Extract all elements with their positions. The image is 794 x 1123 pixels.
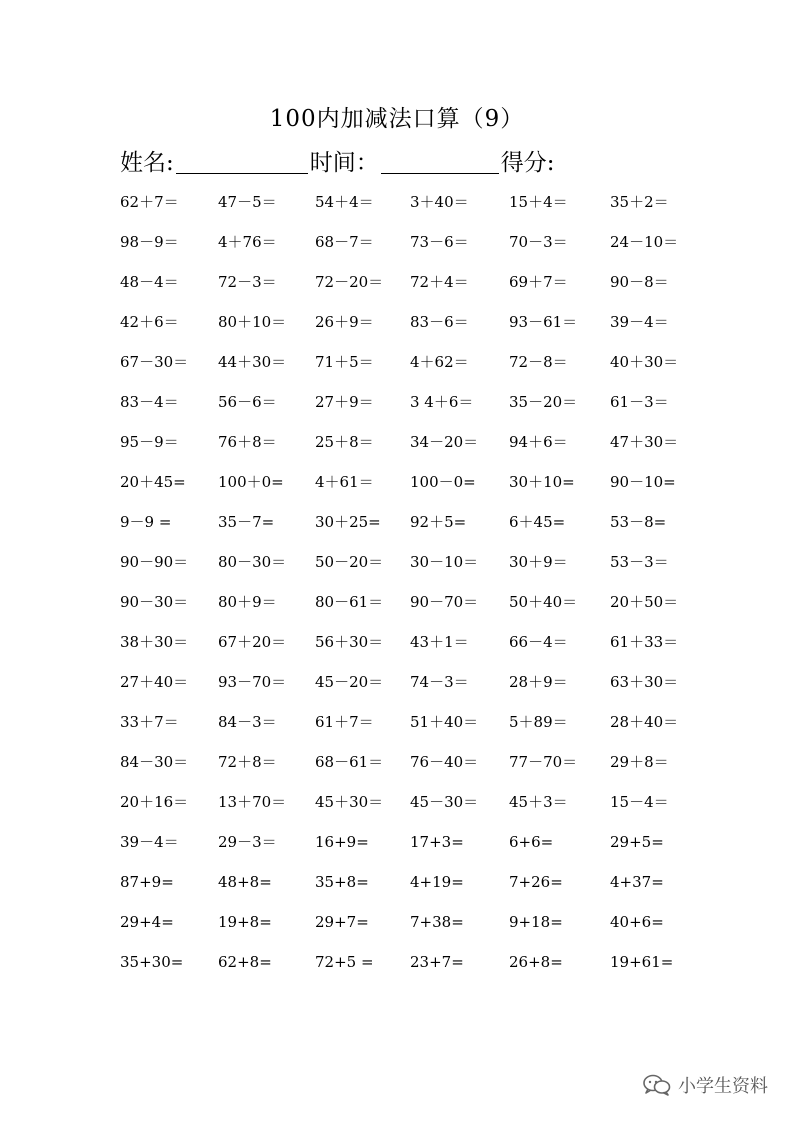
math-problem: 35+30= [120, 953, 184, 971]
math-problem: 35＋2＝ [610, 193, 669, 211]
math-problem: 61－3＝ [610, 393, 669, 411]
math-problem: 35－7= [218, 513, 275, 531]
math-problem: 83－4＝ [120, 393, 179, 411]
watermark [642, 1072, 768, 1098]
math-problem: 72－3＝ [218, 273, 277, 291]
math-problem: 15＋4＝ [509, 193, 568, 211]
math-problem: 87+9= [120, 873, 174, 891]
math-problem: 7+38= [410, 913, 464, 931]
math-problem: 45－20＝ [315, 673, 384, 691]
math-problem: 9－9 = [120, 513, 172, 531]
math-problem: 80－61＝ [315, 593, 384, 611]
math-problem: 48+8= [218, 873, 272, 891]
math-problem: 26+8= [509, 953, 563, 971]
math-problem: 72－8＝ [509, 353, 568, 371]
math-problem: 45＋30＝ [315, 793, 384, 811]
problem-row [0, 750, 794, 790]
math-problem: 20＋50＝ [610, 593, 679, 611]
math-problem: 16+9= [315, 833, 369, 851]
math-problem: 15－4＝ [610, 793, 669, 811]
math-problem: 83－6＝ [410, 313, 469, 331]
math-problem: 4＋76＝ [218, 233, 277, 251]
math-problem: 98－9＝ [120, 233, 179, 251]
math-problem: 68－7＝ [315, 233, 374, 251]
problem-row [0, 910, 794, 950]
problem-row [0, 510, 794, 550]
problem-row [0, 350, 794, 390]
math-problem: 9+18= [509, 913, 563, 931]
time-label: 时间： [309, 150, 379, 176]
math-problem: 29+4= [120, 913, 174, 931]
math-problem: 76＋8＝ [218, 433, 277, 451]
math-problem: 63＋30＝ [610, 673, 679, 691]
name-label: 姓名: [120, 150, 174, 176]
math-problem: 53－3＝ [610, 553, 669, 571]
math-problem: 3 4＋6＝ [410, 393, 474, 411]
problem-grid [0, 190, 794, 990]
math-problem: 29－3＝ [218, 833, 277, 851]
math-problem: 84－3＝ [218, 713, 277, 731]
math-problem: 67＋20＝ [218, 633, 287, 651]
math-problem: 4+37= [610, 873, 664, 891]
math-problem: 27＋40＝ [120, 673, 189, 691]
math-problem: 61＋33＝ [610, 633, 679, 651]
math-problem: 30－10＝ [410, 553, 479, 571]
math-problem: 45＋3＝ [509, 793, 568, 811]
math-problem: 90－30＝ [120, 593, 189, 611]
math-problem: 28＋40＝ [610, 713, 679, 731]
problem-row [0, 790, 794, 830]
math-problem: 53－8= [610, 513, 667, 531]
math-problem: 77－70＝ [509, 753, 578, 771]
problem-row [0, 710, 794, 750]
math-problem: 68－61＝ [315, 753, 384, 771]
math-problem: 84－30＝ [120, 753, 189, 771]
math-problem: 72＋8＝ [218, 753, 277, 771]
math-problem: 40＋30＝ [610, 353, 679, 371]
math-problem: 39－4＝ [120, 833, 179, 851]
problem-row [0, 190, 794, 230]
math-problem: 29+5= [610, 833, 664, 851]
math-problem: 70－3＝ [509, 233, 568, 251]
math-problem: 6＋45= [509, 513, 566, 531]
problem-row [0, 270, 794, 310]
math-problem: 39－4＝ [610, 313, 669, 331]
math-problem: 19+61= [610, 953, 674, 971]
problem-row [0, 830, 794, 870]
math-problem: 19+8= [218, 913, 272, 931]
math-problem: 34－20＝ [410, 433, 479, 451]
math-problem: 72+5 = [315, 953, 374, 971]
math-problem: 72＋4＝ [410, 273, 469, 291]
problem-row [0, 950, 794, 990]
math-problem: 71＋5＝ [315, 353, 374, 371]
math-problem: 13＋70＝ [218, 793, 287, 811]
math-problem: 3＋40＝ [410, 193, 469, 211]
math-problem: 35+8= [315, 873, 369, 891]
math-problem: 24－10＝ [610, 233, 679, 251]
time-blank [381, 147, 499, 174]
math-problem: 30＋9＝ [509, 553, 568, 571]
problem-row [0, 430, 794, 470]
math-problem: 20＋16＝ [120, 793, 189, 811]
math-problem: 45－30＝ [410, 793, 479, 811]
math-problem: 20＋45= [120, 473, 186, 491]
score-label: 得分: [500, 150, 555, 176]
math-problem: 7+26= [509, 873, 563, 891]
math-problem: 100－0= [410, 473, 476, 491]
math-problem: 90－8＝ [610, 273, 669, 291]
math-problem: 90－10= [610, 473, 676, 491]
name-blank [176, 147, 308, 174]
math-problem: 90－90＝ [120, 553, 189, 571]
math-problem: 80＋10＝ [218, 313, 287, 331]
watermark-text: 小学生资料 [678, 1076, 768, 1097]
problem-row [0, 670, 794, 710]
math-problem: 62+8= [218, 953, 272, 971]
math-problem: 47＋30＝ [610, 433, 679, 451]
math-problem: 80－30＝ [218, 553, 287, 571]
math-problem: 44＋30＝ [218, 353, 287, 371]
math-problem: 67－30＝ [120, 353, 189, 371]
math-problem: 54＋4＝ [315, 193, 374, 211]
math-problem: 93－61＝ [509, 313, 578, 331]
math-problem: 94＋6＝ [509, 433, 568, 451]
math-problem: 25＋8＝ [315, 433, 374, 451]
math-problem: 72－20＝ [315, 273, 384, 291]
problem-row [0, 870, 794, 910]
math-problem: 74－3＝ [410, 673, 469, 691]
math-problem: 69＋7＝ [509, 273, 568, 291]
math-problem: 95－9＝ [120, 433, 179, 451]
problem-row [0, 590, 794, 630]
math-problem: 80＋9＝ [218, 593, 277, 611]
problem-row [0, 550, 794, 590]
math-problem: 47－5＝ [218, 193, 277, 211]
math-problem: 33＋7＝ [120, 713, 179, 731]
page-title: 100内加减法口算（9） [269, 106, 525, 132]
math-problem: 90－70＝ [410, 593, 479, 611]
math-problem: 23+7= [410, 953, 464, 971]
math-problem: 38＋30＝ [120, 633, 189, 651]
problem-row [0, 230, 794, 270]
math-problem: 26＋9＝ [315, 313, 374, 331]
math-problem: 48－4＝ [120, 273, 179, 291]
math-problem: 92＋5= [410, 513, 467, 531]
math-problem: 40+6= [610, 913, 664, 931]
math-problem: 50－20＝ [315, 553, 384, 571]
problem-row [0, 310, 794, 350]
problem-row [0, 630, 794, 670]
math-problem: 5＋89＝ [509, 713, 568, 731]
math-problem: 17+3= [410, 833, 464, 851]
math-problem: 4+19= [410, 873, 464, 891]
math-problem: 76－40＝ [410, 753, 479, 771]
math-problem: 4＋61＝ [315, 473, 374, 491]
math-problem: 4＋62＝ [410, 353, 469, 371]
math-problem: 27＋9＝ [315, 393, 374, 411]
math-problem: 29+7= [315, 913, 369, 931]
student-info-line [120, 144, 555, 178]
math-problem: 100＋0= [218, 473, 284, 491]
problem-row [0, 470, 794, 510]
problem-row [0, 390, 794, 430]
math-problem: 61＋7＝ [315, 713, 374, 731]
math-problem: 56－6＝ [218, 393, 277, 411]
math-problem: 29＋8＝ [610, 753, 669, 771]
math-problem: 43＋1＝ [410, 633, 469, 651]
math-problem: 56＋30＝ [315, 633, 384, 651]
math-problem: 28＋9＝ [509, 673, 568, 691]
math-problem: 42＋6＝ [120, 313, 179, 331]
math-problem: 6+6= [509, 833, 554, 851]
wechat-icon [642, 1073, 672, 1097]
math-problem: 66－4＝ [509, 633, 568, 651]
math-problem: 51＋40＝ [410, 713, 479, 731]
math-problem: 73－6＝ [410, 233, 469, 251]
math-problem: 62＋7＝ [120, 193, 179, 211]
math-problem: 93－70＝ [218, 673, 287, 691]
math-problem: 30＋10= [509, 473, 575, 491]
math-problem: 30＋25= [315, 513, 381, 531]
math-problem: 35－20＝ [509, 393, 578, 411]
math-problem: 50＋40＝ [509, 593, 578, 611]
